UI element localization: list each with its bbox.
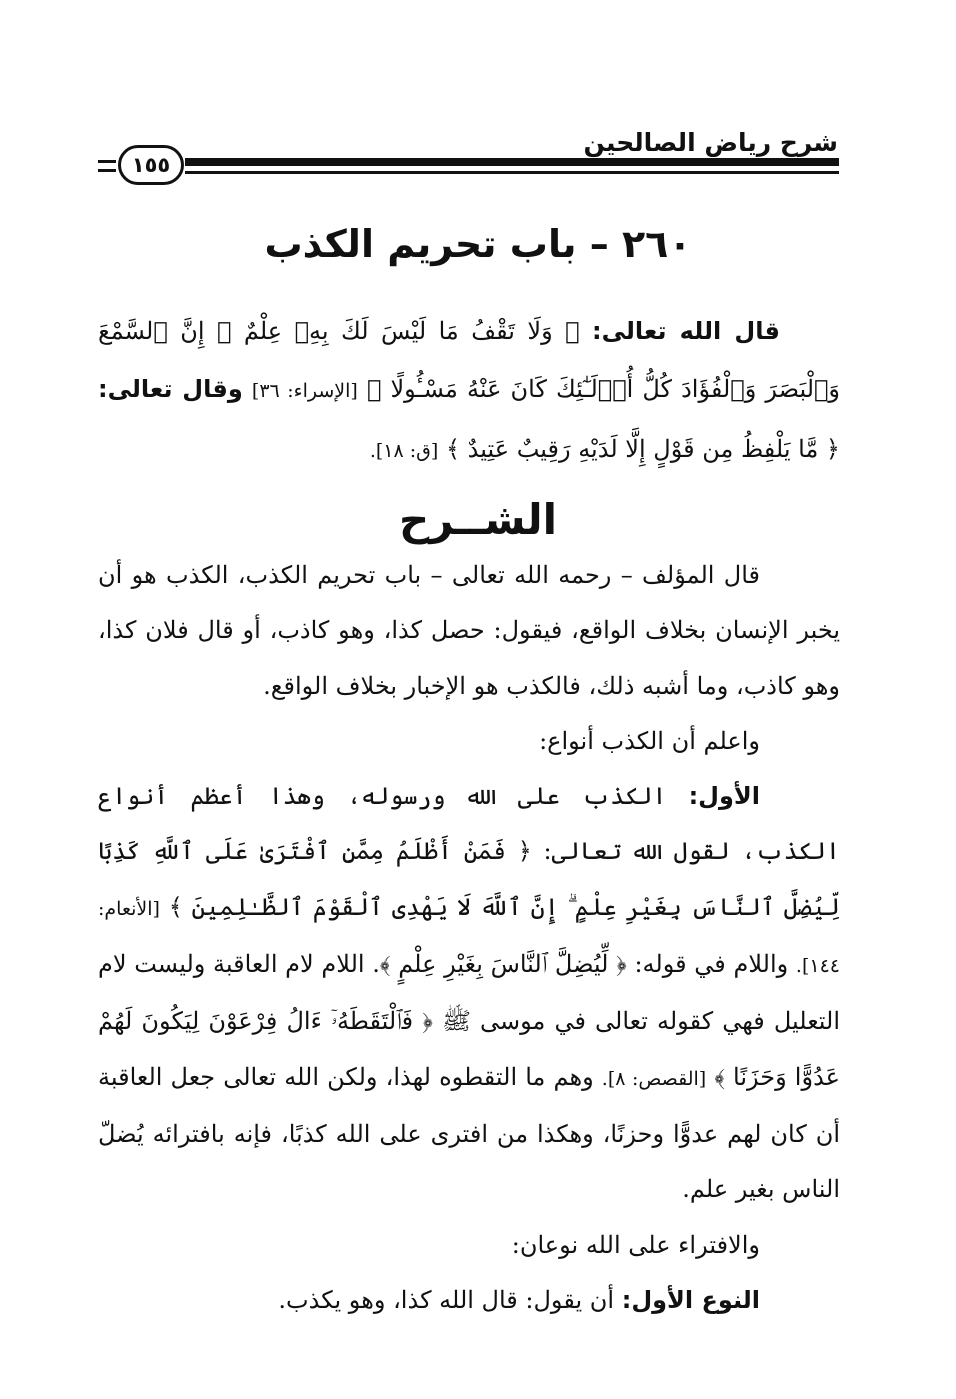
paragraph-definition: قال المؤلف – رحمه الله تعالى – باب تحريم الكذب، الكذب هو أن يخبر الإنسان بخلاف الواقع، فيقول: حصل كذا، وهو كاذب، أو قال فلان كذا، وهو كاذب، وما أشبه ذلك، فالكذب هو الإخبار بخلاف الواقع.	[98, 561, 840, 700]
header-rule-thin	[185, 171, 839, 174]
lam-explanation: اللام لام العاقبة وليست لام التعليل فهي كقوله تعالى في موسى ﷺ	[98, 950, 840, 1036]
ref-anam: [الأنعام: ١٤٤].	[98, 897, 840, 978]
first-type-text: الكذب على الله ورسوله، وهذا أعظم أنواع الكذب، لقول الله تعالى:	[98, 782, 840, 866]
ref-qaf: [ق: ١٨].	[369, 440, 439, 462]
intro-lead: قال الله تعالى:	[592, 317, 780, 345]
paragraph-first-kind	[98, 1273, 840, 1328]
first-type-lead: الأول:	[688, 782, 760, 811]
first-kind-lead: النوع الأول:	[621, 1285, 760, 1314]
intro-lead-2: وقال تعالى:	[98, 375, 243, 403]
page-number-tick-bottom	[98, 169, 116, 172]
first-type-conclusion: وهم ما التقطوه لهذا، ولكن الله تعالى جعل العاقبة أن كان لهم عدوًّا وحزنًا، وهكذا من افترى على الله كذبًا، فإنه بافترائه يُضلّ الناس بغير علم.	[98, 1062, 840, 1204]
sharh-title: الشــرح	[398, 495, 557, 544]
verse-qaf: ﴿ مَّا يَلْفِظُ مِن قَوْلٍ إِلَّا لَدَيْهِ رَقِيبٌ عَتِيدٌ ﴾	[445, 435, 840, 463]
first-kind-text: أن يقول: قال الله كذا، وهو يكذب.	[278, 1285, 615, 1314]
lam-text: واللام في قوله:	[634, 950, 789, 979]
page-number-tick-top	[98, 160, 116, 163]
verse-isra: ﴿ وَلَا تَقْفُ مَا لَيْسَ لَكَ بِهِۦ عِلْمٌ ۚ إِنَّ ٱلسَّمْعَ وَٱلْبَصَرَ وَٱلْفُؤَادَ كُلُّ أُو۟لَـٰٓئِكَ كَانَ عَنْهُ مَسْـُٔولًا ﴾	[98, 317, 841, 403]
intro-paragraph	[98, 302, 840, 480]
page-number: ١٥٥	[118, 145, 184, 185]
commentary	[98, 548, 840, 1328]
chapter-title: ٢٦٠ – باب تحريم الكذب	[264, 222, 692, 266]
paragraph-iftira-types: والافتراء على الله نوعان:	[511, 1230, 760, 1259]
verse-qasas: ﴿ فَٱلْتَقَطَهُۥٓ ءَالُ فِرْعَوْنَ لِيَكُونَ لَهُمْ عَدُوًّا وَحَزَنًا ﴾	[98, 1007, 840, 1091]
verse-anam: ﴿ فَمَنْ أَظْلَمُ مِمَّنِ ٱفْتَرَىٰ عَلَى ٱللَّهِ كَذِبًا لِّيُضِلَّ ٱلنَّاسَ بِغَيْرِ عِلْمٍ ۗ إِنَّ ٱللَّهَ لَا يَهْدِى ٱلْقَوْمَ ٱلظَّـٰلِمِينَ ﴾	[98, 837, 840, 921]
ref-qasas: [القصص: ٨].	[601, 1067, 707, 1090]
paragraph-types-intro: واعلم أن الكذب أنواع:	[539, 726, 760, 755]
verse-excerpt: ﴿ لِّيُضِلَّ ٱلنَّاسَ بِغَيْرِ عِلْمٍ ﴾.	[372, 950, 627, 979]
paragraph-first-type	[98, 769, 840, 1217]
running-title: شرح رياض الصالحين	[583, 128, 838, 157]
header-rule-thick	[185, 158, 839, 166]
ref-isra: [الإسراء: ٣٦]	[251, 380, 358, 402]
